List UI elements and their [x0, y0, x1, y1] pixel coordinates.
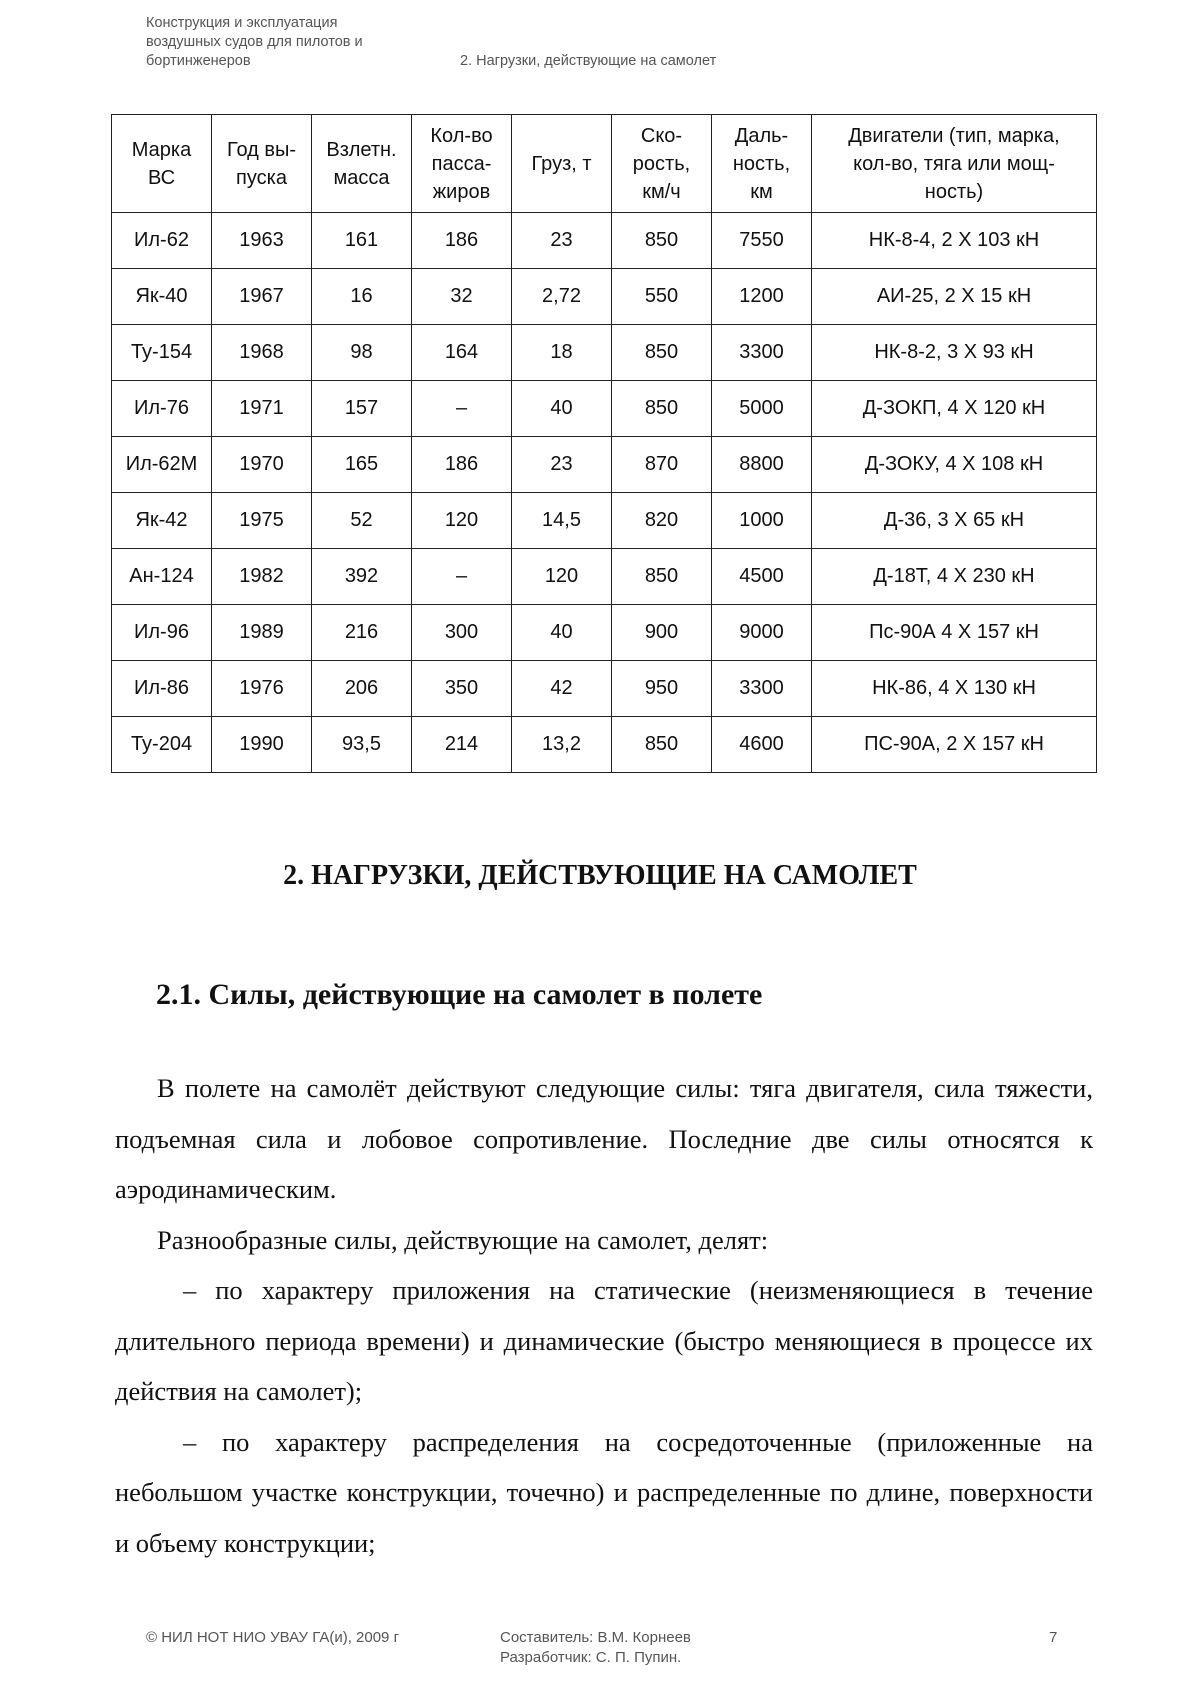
table-cell: Як-42	[112, 493, 212, 549]
table-row	[112, 717, 1097, 773]
body-text	[115, 1063, 1093, 1568]
table-row	[112, 213, 1097, 269]
table-cell: 7550	[712, 213, 812, 269]
column-header-line: км/ч	[642, 180, 681, 203]
paragraph: В полете на самолёт действуют следующие силы: тяга двигателя, сила тяжести, подъемная сила и лобовое сопротивление. Последние две силы относятся к аэродинамическим.	[115, 1073, 1093, 1204]
column-header-line: Даль-	[734, 124, 789, 147]
table-cell: 300	[412, 605, 512, 661]
table-cell: 850	[612, 717, 712, 773]
table-row	[112, 269, 1097, 325]
footer-copyright: © НИЛ НОТ НИО УВАУ ГА(и), 2009 г	[146, 1629, 400, 1646]
section-title: 2. НАГРУЗКИ, ДЕЙСТВУЮЩИЕ НА САМОЛЕТ	[283, 860, 917, 891]
table-row	[112, 605, 1097, 661]
table-cell: Д-ЗОКУ, 4 Х 108 кН	[812, 437, 1097, 493]
table-row	[112, 325, 1097, 381]
column-header-line: ВС	[147, 166, 176, 189]
table-cell: 900	[612, 605, 712, 661]
table-cell: 1200	[712, 269, 812, 325]
table-cell: Д-ЗОКП, 4 Х 120 кН	[812, 381, 1097, 437]
table-cell: 93,5	[312, 717, 412, 773]
table-cell: 157	[312, 381, 412, 437]
table-cell: 3300	[712, 661, 812, 717]
table-cell: 550	[612, 269, 712, 325]
table-cell: 16	[312, 269, 412, 325]
table-cell: НК-8-4, 2 Х 103 кН	[812, 213, 1097, 269]
table-cell: 1989	[212, 605, 312, 661]
table-cell: Пс-90А 4 Х 157 кН	[812, 605, 1097, 661]
table-cell: 214	[412, 717, 512, 773]
header-line: Конструкция и эксплуатация	[146, 15, 338, 31]
table-cell: 40	[512, 605, 612, 661]
column-header	[812, 115, 1097, 213]
table-cell: 206	[312, 661, 412, 717]
table-row	[112, 437, 1097, 493]
column-header-line: пуска	[236, 166, 287, 189]
table-cell: 4600	[712, 717, 812, 773]
column-header-line: жиров	[432, 180, 491, 203]
table-cell: 23	[512, 213, 612, 269]
page-header	[146, 14, 846, 76]
column-header-line: пасса-	[431, 152, 492, 175]
table-cell: ПС-90А, 2 Х 157 кН	[812, 717, 1097, 773]
column-header	[612, 115, 712, 213]
column-header	[312, 115, 412, 213]
table-cell: Ту-204	[112, 717, 212, 773]
column-header-line: ность,	[732, 152, 791, 175]
table-cell: НК-8-2, 3 Х 93 кН	[812, 325, 1097, 381]
aircraft-specs-table	[111, 114, 1097, 773]
table-cell: –	[412, 549, 512, 605]
table-cell: 392	[312, 549, 412, 605]
paragraph: Разнообразные силы, действующие на самолет, делят:	[157, 1224, 769, 1255]
footer-credits	[500, 1628, 691, 1668]
table-cell: 23	[512, 437, 612, 493]
table-cell: НК-86, 4 Х 130 кН	[812, 661, 1097, 717]
table-cell: 1982	[212, 549, 312, 605]
subsection-title: 2.1. Силы, действующие на самолет в полете	[156, 978, 763, 1011]
table-cell: Ан-124	[112, 549, 212, 605]
table-cell: 161	[312, 213, 412, 269]
column-header-line: масса	[333, 166, 390, 189]
table-cell: Ил-86	[112, 661, 212, 717]
table-cell: Ил-62М	[112, 437, 212, 493]
table-cell: 1975	[212, 493, 312, 549]
table-cell: 1967	[212, 269, 312, 325]
table-cell: 165	[312, 437, 412, 493]
footer-developer: Разработчик: С. П. Пупин.	[500, 1649, 682, 1666]
column-header-line: км	[750, 180, 773, 203]
table-cell: 18	[512, 325, 612, 381]
footer-compiler: Составитель: В.М. Корнеев	[500, 1629, 691, 1646]
table-cell: 216	[312, 605, 412, 661]
table-row	[112, 493, 1097, 549]
column-header-line: Груз, т	[531, 152, 592, 175]
table-header-row	[112, 115, 1097, 213]
table-cell: 164	[412, 325, 512, 381]
table-body	[112, 213, 1097, 773]
bullet-paragraph: – по характеру распределения на сосредоточенные (приложенные на небольшом участке конструкции, точечно) и распределенные по длине, поверхности и объему конструкции;	[115, 1426, 1093, 1558]
table-cell: Д-18Т, 4 Х 230 кН	[812, 549, 1097, 605]
table-cell: Ту-154	[112, 325, 212, 381]
table-cell: 1971	[212, 381, 312, 437]
column-header-line: Год вы-	[226, 138, 297, 161]
table-cell: 870	[612, 437, 712, 493]
table-cell: 5000	[712, 381, 812, 437]
table-cell: 40	[512, 381, 612, 437]
table-cell: 8800	[712, 437, 812, 493]
table-cell: Ил-96	[112, 605, 212, 661]
bullet-paragraph: – по характеру приложения на статические (неизменяющиеся в течение длительного периода времени) и динамические (быстро меняющиеся в процессе их действия на самолет);	[115, 1275, 1093, 1406]
column-header-line: Ско-	[640, 124, 683, 147]
column-header	[712, 115, 812, 213]
page-number: 7	[1049, 1629, 1058, 1646]
table-cell: 820	[612, 493, 712, 549]
table-cell: 1963	[212, 213, 312, 269]
column-header	[412, 115, 512, 213]
table-cell: 9000	[712, 605, 812, 661]
table-cell: 1000	[712, 493, 812, 549]
column-header-line: рость,	[632, 152, 691, 175]
table-cell: 2,72	[512, 269, 612, 325]
table-row	[112, 549, 1097, 605]
table-cell: 1968	[212, 325, 312, 381]
table-cell: 850	[612, 549, 712, 605]
header-chapter-title: 2. Нагрузки, действующие на самолет	[460, 53, 717, 69]
header-line: воздушных судов для пилотов и	[146, 34, 363, 50]
table-cell: –	[412, 381, 512, 437]
header-document-title	[146, 14, 446, 71]
table-cell: Ил-76	[112, 381, 212, 437]
table-cell: 1990	[212, 717, 312, 773]
table-cell: 120	[512, 549, 612, 605]
table-cell: 350	[412, 661, 512, 717]
table-cell: 950	[612, 661, 712, 717]
table-cell: 850	[612, 325, 712, 381]
table-cell: 52	[312, 493, 412, 549]
column-header-line: Взлетн.	[326, 138, 397, 161]
table-row	[112, 381, 1097, 437]
table-cell: 13,2	[512, 717, 612, 773]
table-cell: АИ-25, 2 Х 15 кН	[812, 269, 1097, 325]
table-cell: Д-36, 3 Х 65 кН	[812, 493, 1097, 549]
column-header-line: Кол-во	[430, 124, 493, 147]
table-cell: 1970	[212, 437, 312, 493]
column-header-line: кол-во, тяга или мощ-	[853, 152, 1055, 175]
header-line: бортинженеров	[146, 53, 251, 69]
table-cell: 14,5	[512, 493, 612, 549]
column-header-line: Марка	[131, 138, 192, 161]
table-cell: 98	[312, 325, 412, 381]
column-header-line: ность)	[924, 180, 984, 203]
table-cell: 186	[412, 213, 512, 269]
table-cell: 186	[412, 437, 512, 493]
table-cell: 850	[612, 213, 712, 269]
column-header-line: Двигатели (тип, марка,	[848, 124, 1060, 147]
column-header	[212, 115, 312, 213]
column-header	[512, 115, 612, 213]
table-row	[112, 661, 1097, 717]
table-cell: 850	[612, 381, 712, 437]
table-cell: 120	[412, 493, 512, 549]
table-cell: Як-40	[112, 269, 212, 325]
page-footer	[0, 1628, 1200, 1678]
column-header	[112, 115, 212, 213]
table-cell: 1976	[212, 661, 312, 717]
table-cell: 42	[512, 661, 612, 717]
table-cell: 32	[412, 269, 512, 325]
table-cell: Ил-62	[112, 213, 212, 269]
table-cell: 3300	[712, 325, 812, 381]
table-cell: 4500	[712, 549, 812, 605]
